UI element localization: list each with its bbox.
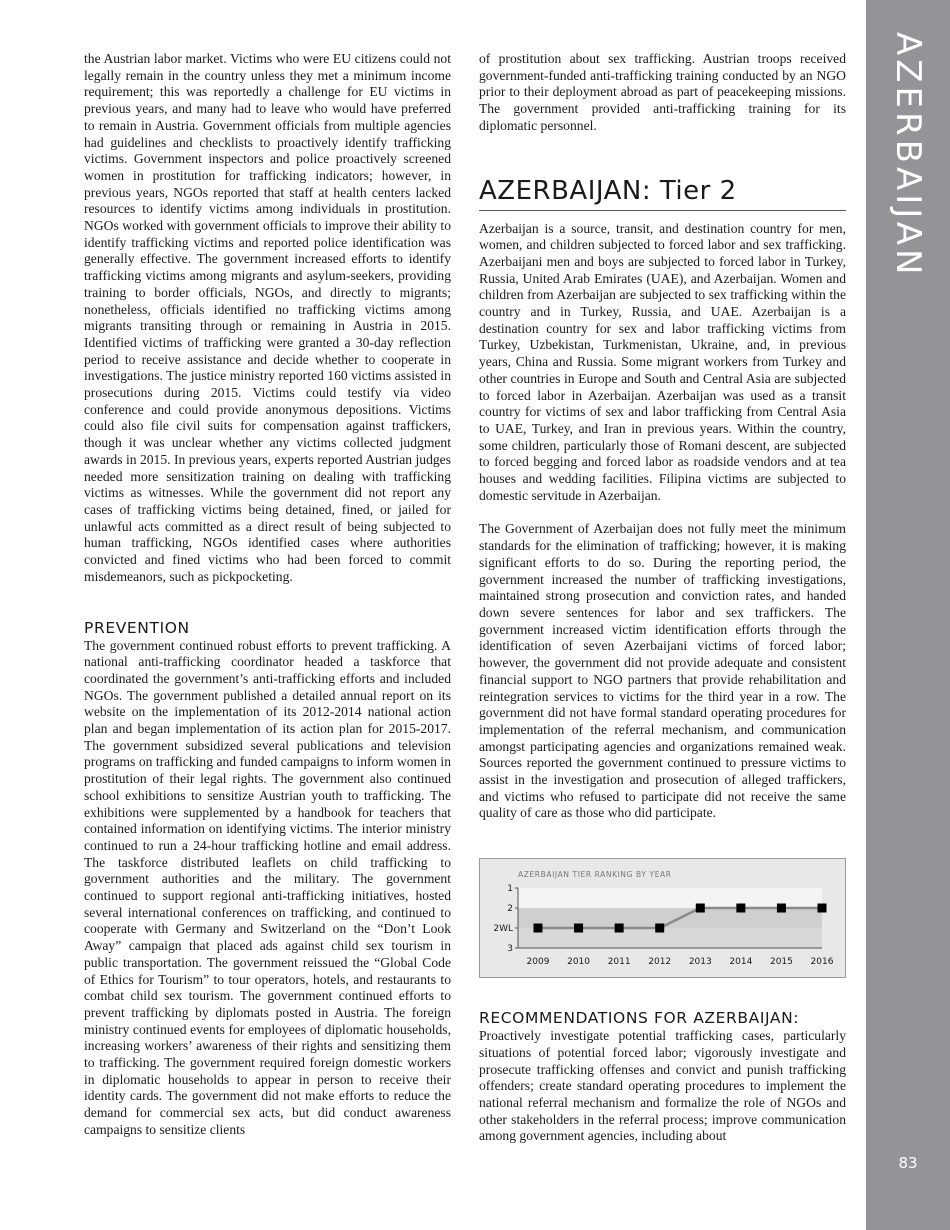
tier-ranking-chart-svg bbox=[480, 859, 845, 977]
x-tick-label: 2016 bbox=[810, 957, 834, 968]
country-intro-paragraph: Azerbaijan is a source, transit, and destination country for men, women, and children subjected to forced labor and sex trafficking. Azerbaijani men and boys are subjected to forced labor in Turkey, Russia, United Arab Emirates (UAE), and Azerbaijan. Women and children from Azerbaijan are subjected to sex trafficking within the country and in Turkey, Russia, and UAE. Azerbaijan is a destination country for sex and labor trafficking victims from Turkey, Uzbekistan, Turkmenistan, Ukraine, and, in previous years, China and Russia. Some migrant workers from Turkey and other countries in Europe and South and Central Asia are subjected to forced labor in Azerbaijan. Azerbaijan was used as a transit country for victims of sex and labor trafficking from Central Asia to UAE, Turkey, and Iran in previous years. Within the country, some children, particularly those of Romani descent, are subjected to forced begging and forced labor as roadside vendors and at tea houses and wedding facilities. Filipina victims are subjected to domestic servitude in Azerbaijan. bbox=[479, 220, 846, 503]
data-point bbox=[777, 904, 786, 913]
y-tick-label: 2 bbox=[507, 904, 513, 915]
page-number: 83 bbox=[898, 1154, 918, 1172]
right-column bbox=[479, 51, 846, 1145]
tier-ranking-chart bbox=[479, 858, 846, 978]
left-column bbox=[84, 51, 451, 1139]
recommendations-paragraph: Proactively investigate potential trafficking cases, particularly situations of potential forced labor; vigorously investigate and prosecute trafficking offenses and convict and punish trafficking offenders; create standard operating procedures to implement the national referral mechanism and formalize the role of NGOs and other stakeholders in the referral process; improve communication among government agencies, including about bbox=[479, 1028, 846, 1144]
sidebar-country-name: AZERBAIJAN bbox=[888, 32, 928, 279]
x-tick-label: 2012 bbox=[648, 957, 672, 968]
tier-heading: AZERBAIJAN: Tier 2 bbox=[479, 175, 846, 211]
x-tick-label: 2013 bbox=[688, 957, 712, 968]
prevention-heading: PREVENTION bbox=[84, 618, 190, 637]
data-point bbox=[696, 904, 705, 913]
x-tick-label: 2015 bbox=[769, 957, 793, 968]
data-point bbox=[818, 904, 827, 913]
x-tick-label: 2014 bbox=[729, 957, 753, 968]
body-paragraph: of prostitution about sex trafficking. Austrian troops received government-funded anti-trafficking training conducted by an NGO prior to their deployment abroad as part of peacekeeping missions. The government provided anti-trafficking training for its diplomatic personnel. bbox=[479, 51, 846, 133]
x-tick-label: 2009 bbox=[526, 957, 550, 968]
tier-band-lower bbox=[518, 928, 822, 948]
body-paragraph: the Austrian labor market. Victims who were EU citizens could not legally remain in the country unless they met a minimum income requirement; this was reportedly a challenge for EU victims in previous years, and many had to leave who would have preferred to remain in Austria. Government officials from multiple agencies had guidelines and checklists to proactively identify trafficking victims. Government inspectors and police proactively screened women in prostitution for trafficking indicators; however, in previous years, NGOs reported that staff at health centers lacked resources to identify victims among individuals in prostitution. NGOs worked with government officials to improve their ability to identify trafficking victims and reported police identification was generally effective. The government increased efforts to identify trafficking victims among migrants and asylum-seekers, providing training to border officials, NGOs, and directly to migrants; nonetheless, officials identified no trafficking victims among migrants transiting through or remaining in Austria in 2015. Identified victims of trafficking were granted a 30-day reflection period to receive assistance and decide whether to cooperate in investigations. The justice ministry reported 160 victims assisted in prosecutions during 2015. Victims could testify via video conference and could provide anonymous depositions. Victims could also file civil suits for compensation against traffickers, though it was unclear whether any victims collected judgment awards in 2015. In previous years, experts reported Austrian judges needed more sensitization training on dealing with trafficking victims as witnesses. While the government did not report any cases of trafficking victims being detained, fined, or jailed for unlawful acts committed as a direct result of being subjected to human trafficking, NGOs identified cases where authorities convicted and fined victims who had been forced to commit misdemeanors, such as pickpocketing. bbox=[84, 51, 451, 584]
tier-band bbox=[518, 908, 822, 928]
y-tick-label: 1 bbox=[507, 884, 513, 895]
data-point bbox=[534, 924, 543, 933]
country-sidebar bbox=[866, 0, 950, 1230]
chart-title: AZERBAIJAN TIER RANKING BY YEAR bbox=[518, 870, 672, 880]
x-tick-label: 2011 bbox=[607, 957, 631, 968]
recommendations-heading: RECOMMENDATIONS FOR AZERBAIJAN: bbox=[479, 1009, 800, 1028]
y-tick-label: 2WL bbox=[493, 924, 513, 935]
data-point bbox=[655, 924, 664, 933]
government-assessment-paragraph: The Government of Azerbaijan does not fully meet the minimum standards for the elimination of trafficking; however, it is making significant efforts to do so. During the reporting period, the government increased the number of trafficking investigations, maintained strong prosecution and conviction rates, and handed down severe sentences for labor and sex traffickers. The government increased victim identification efforts through the identification of seven Azerbaijani victims of forced labor; however, the government did not provide adequate and consistent financial support to NGO partners that provide rehabilitation and reintegration services to victims for the third year in a row. The government did not have formal standard operating procedures for implementation of the referral mechanism, and communication amongst participating agencies and organizations remained weak. Sources reported the government continued to pressure victims to assist in the investigation and prosecution of alleged traffickers, and victims who refused to participate did not receive the same quality of care as those who did participate. bbox=[479, 521, 846, 821]
y-tick-label: 3 bbox=[507, 944, 513, 955]
prevention-paragraph: The government continued robust efforts to prevent trafficking. A national anti-trafficking coordinator headed a taskforce that coordinated the government’s anti-trafficking efforts and included NGOs. The government published a detailed annual report on its website on the implementation of its 2012-2014 national action plan and began implementation of its action plan for 2015-2017. The government subsidized several publications and television programs on trafficking and funded campaigns to inform women in prostitution of their legal rights. The government also continued school exhibitions to sensitize Austrian youth to trafficking. The exhibitions were supplemented by a handbook for teachers that contained information on identifying victims. The interior ministry continued to run a 24-hour trafficking hotline and email address. The taskforce distributed leaflets on child trafficking to government authorities and the military. The government continued to support regional anti-trafficking initiatives, hosted several international conferences on trafficking, and continued to cooperate with Germany and Switzerland on the “Don’t Look Away” campaign that placed ads against child sex tourism in public transportation. The government reissued the “Global Code of Ethics for Tourism” to tour operators, hotels, and restaurants to combat child sex tourism. The government continued efforts to prevent trafficking by diplomats posted in Austria. The foreign ministry continued events for employees of diplomatic households, increasing workers’ awareness of their rights and sensitizing them to trafficking. The government required foreign domestic workers in diplomatic households to appear in person to receive their identity cards. The government did not make efforts to reduce the demand for commercial sex acts, but did conduct awareness campaigns to sensitize clients bbox=[84, 637, 451, 1137]
x-tick-label: 2010 bbox=[567, 957, 591, 968]
data-point bbox=[736, 904, 745, 913]
data-point bbox=[615, 924, 624, 933]
data-point bbox=[574, 924, 583, 933]
